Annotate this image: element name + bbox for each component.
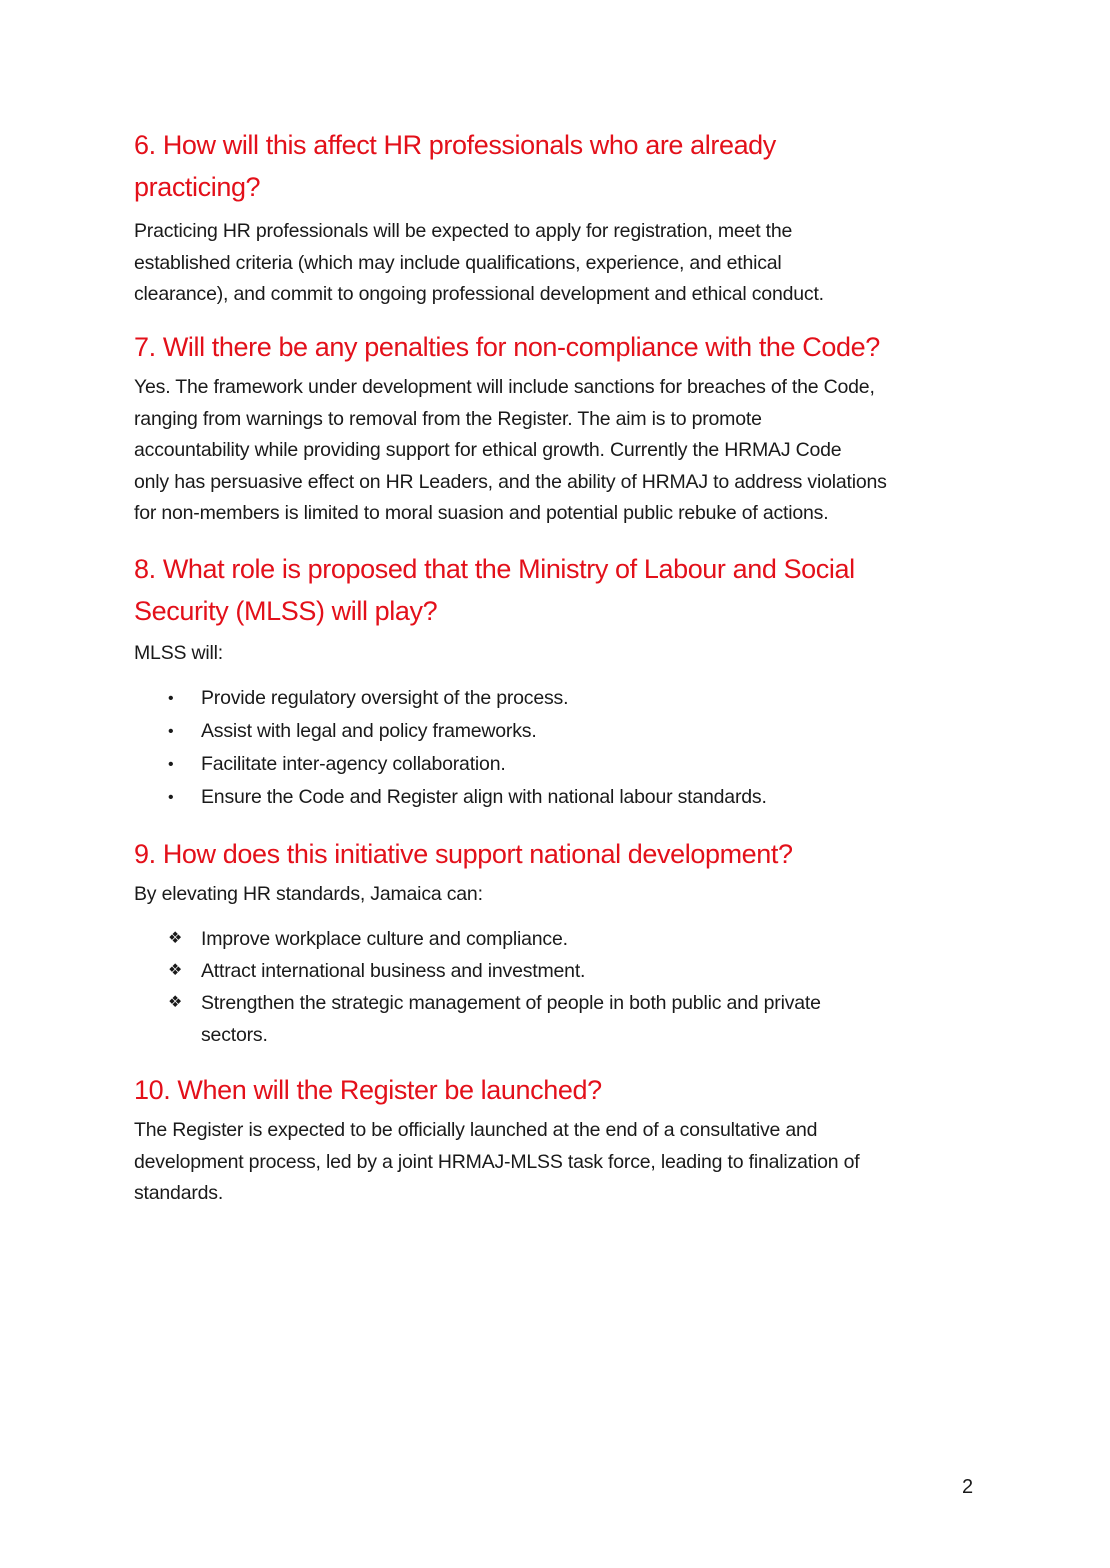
answer-line: only has persuasive effect on HR Leaders, and the ability of HRMAJ to address violations <box>134 470 887 493</box>
answer-line: established criteria (which may include qualifications, experience, and ethical <box>134 251 782 274</box>
heading-line: Security (MLSS) will play? <box>134 596 438 626</box>
faq-section-9 <box>134 833 979 1051</box>
answer-line: The Register is expected to be officially launched at the end of a consultative and <box>134 1119 818 1141</box>
bullet-dot-icon: • <box>168 722 174 740</box>
heading-line: 7. Will there be any penalties for non-compliance with the Code? <box>134 332 880 362</box>
mlss-role-list <box>134 682 979 814</box>
faq-heading-6 <box>134 124 979 208</box>
faq-intro-9: By elevating HR standards, Jamaica can: <box>134 883 483 905</box>
list-item: • Ensure the Code and Register align with national labour standards. <box>134 781 979 814</box>
bullet-dot-icon: • <box>168 689 174 707</box>
answer-line: development process, led by a joint HRMAJ-MLSS task force, leading to finalization of <box>134 1150 860 1173</box>
diamond-bullet-icon: ❖ <box>168 961 183 979</box>
national-development-list <box>134 923 979 1051</box>
answer-line: ranging from warnings to removal from the Register. The aim is to promote <box>134 407 762 430</box>
faq-heading-7 <box>134 326 979 368</box>
heading-line: 9. How does this initiative support national development? <box>134 839 793 869</box>
heading-line: 8. What role is proposed that the Ministry of Labour and Social <box>134 554 855 584</box>
bullet-dot-icon: • <box>168 755 174 773</box>
faq-heading-10 <box>134 1069 979 1111</box>
list-item: • Facilitate inter-agency collaboration. <box>134 748 979 781</box>
list-item: • Assist with legal and policy frameworks. <box>134 715 979 748</box>
heading-line: 6. How will this affect HR professionals who are already <box>134 130 776 160</box>
answer-line: standards. <box>134 1182 224 1204</box>
answer-line: Yes. The framework under development will include sanctions for breaches of the Code, <box>134 376 875 398</box>
heading-line: practicing? <box>134 172 261 202</box>
faq-heading-9 <box>134 833 979 875</box>
bullet-dot-icon: • <box>168 788 174 806</box>
faq-answer-6 <box>134 216 979 311</box>
diamond-bullet-icon: ❖ <box>168 929 183 947</box>
faq-section-10 <box>134 1069 979 1210</box>
diamond-bullet-icon: ❖ <box>168 993 183 1011</box>
heading-line: 10. When will the Register be launched? <box>134 1075 602 1105</box>
list-item: ❖ Improve workplace culture and compliance. <box>134 923 979 955</box>
page-number: 2 <box>962 1476 974 1498</box>
answer-line: accountability while providing support for ethical growth. Currently the HRMAJ Code <box>134 439 842 461</box>
answer-line: clearance), and commit to ongoing professional development and ethical conduct. <box>134 283 824 305</box>
faq-heading-8 <box>134 548 979 632</box>
list-item: ❖ Strengthen the strategic management of people in both public and private sectors. <box>134 987 979 1051</box>
answer-line: for non-members is limited to moral suasion and potential public rebuke of actions. <box>134 502 829 524</box>
faq-section-8 <box>134 548 979 814</box>
list-item: • Provide regulatory oversight of the process. <box>134 682 979 715</box>
faq-answer-10 <box>134 1115 979 1210</box>
answer-line: Practicing HR professionals will be expected to apply for registration, meet the <box>134 220 793 242</box>
faq-intro-8: MLSS will: <box>134 642 224 664</box>
faq-section-7 <box>134 326 979 530</box>
faq-section-6 <box>134 124 979 311</box>
list-item: ❖ Attract international business and investment. <box>134 955 979 987</box>
faq-answer-7 <box>134 372 979 530</box>
